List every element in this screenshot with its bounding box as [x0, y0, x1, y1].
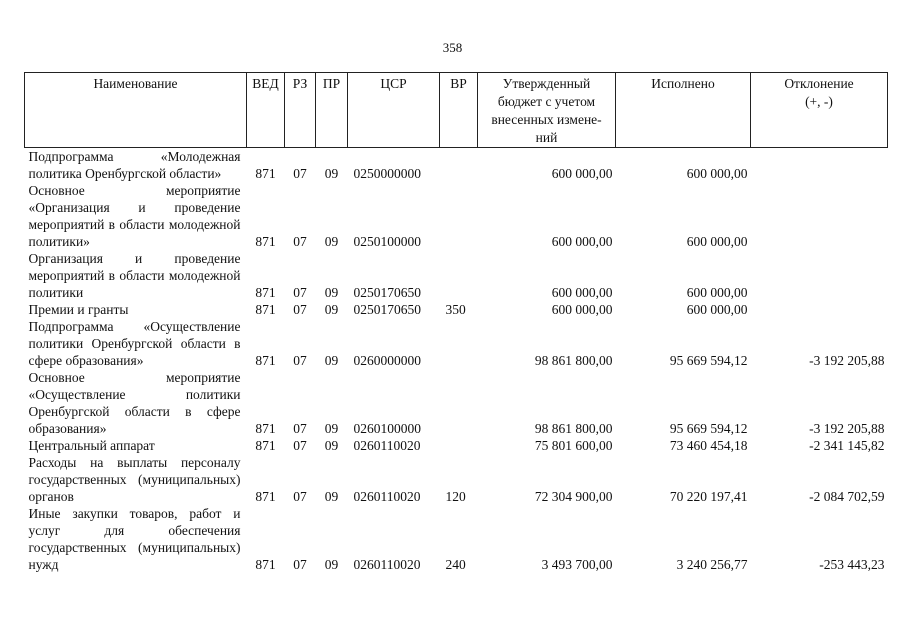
cell-budget: 600 000,00 — [551, 166, 613, 181]
table-row — [25, 318, 888, 369]
cell-csr: 0260000000 — [353, 353, 421, 368]
table-row — [25, 369, 888, 437]
cell-pr: 09 — [324, 438, 339, 453]
header-budget-line-4: ний — [535, 130, 558, 145]
cell-budget: 600 000,00 — [551, 285, 613, 300]
cell-rz: 07 — [293, 166, 307, 181]
header-budget — [478, 73, 616, 148]
header-csr: ЦСР — [348, 73, 440, 148]
cell-name: Организация и проведение мероприятий в области молодежной политики — [28, 251, 241, 300]
cell-deviation — [751, 148, 888, 183]
cell-vr: 240 — [445, 557, 466, 572]
cell-ved: 871 — [255, 353, 276, 368]
cell-executed: 95 669 594,12 — [669, 353, 748, 368]
table-row — [25, 250, 888, 301]
cell-rz: 07 — [293, 489, 307, 504]
header-budget-line-3: внесенных измене- — [491, 112, 602, 127]
cell-pr: 09 — [324, 285, 339, 300]
cell-rz: 07 — [293, 302, 307, 317]
cell-csr: 0250170650 — [353, 302, 421, 317]
table-row — [25, 182, 888, 250]
cell-pr: 09 — [324, 421, 339, 436]
cell-executed: 70 220 197,41 — [669, 489, 748, 504]
cell-ved: 871 — [255, 438, 276, 453]
cell-csr: 0260110020 — [353, 438, 421, 453]
cell-pr: 09 — [324, 489, 339, 504]
cell-ved: 871 — [255, 421, 276, 436]
cell-executed: 73 460 454,18 — [669, 438, 748, 453]
cell-budget: 98 861 800,00 — [534, 421, 613, 436]
table-row — [25, 505, 888, 573]
cell-name: Премии и гранты — [28, 302, 129, 317]
cell-deviation: -253 443,23 — [819, 557, 885, 572]
cell-budget: 75 801 600,00 — [534, 438, 613, 453]
cell-vr — [440, 182, 478, 250]
header-budget-line-2: бюджет с учетом — [497, 94, 596, 109]
header-deviation-line-2: (+, -) — [805, 94, 833, 109]
header-deviation-line-1: Отклонение — [784, 76, 854, 91]
table-row — [25, 301, 888, 318]
page-number: 358 — [442, 40, 463, 55]
cell-vr: 120 — [445, 489, 466, 504]
cell-pr: 09 — [324, 234, 339, 249]
cell-vr — [440, 318, 478, 369]
header-budget-line-1: Утвержденный — [502, 76, 591, 91]
cell-vr — [440, 148, 478, 183]
cell-rz: 07 — [293, 421, 307, 436]
table-row — [25, 454, 888, 505]
cell-deviation: -2 341 145,82 — [809, 438, 885, 453]
cell-rz: 07 — [293, 438, 307, 453]
cell-csr: 0250170650 — [353, 285, 421, 300]
cell-ved: 871 — [255, 557, 276, 572]
header-name: Наименование — [25, 73, 247, 148]
table-row — [25, 148, 888, 183]
table-body — [25, 148, 888, 574]
cell-csr: 0250000000 — [353, 166, 421, 181]
header-ved: ВЕД — [247, 73, 285, 148]
cell-pr: 09 — [324, 557, 339, 572]
cell-rz: 07 — [293, 557, 307, 572]
cell-deviation: -3 192 205,88 — [809, 421, 885, 436]
cell-executed: 600 000,00 — [686, 166, 748, 181]
cell-pr: 09 — [324, 353, 339, 368]
cell-name: Подпрограмма «Молодежная политика Оренбургской области» — [28, 149, 241, 181]
table-row — [25, 437, 888, 454]
cell-name: Иные закупки товаров, работ и услуг для обеспечения государственных (муниципальных) нужд — [28, 506, 241, 572]
cell-rz: 07 — [293, 353, 307, 368]
cell-csr: 0260110020 — [353, 489, 421, 504]
cell-ved: 871 — [255, 285, 276, 300]
header-pr: ПР — [316, 73, 348, 148]
cell-budget: 3 493 700,00 — [541, 557, 613, 572]
cell-executed: 600 000,00 — [686, 285, 748, 300]
cell-deviation: -3 192 205,88 — [809, 353, 885, 368]
cell-name: Основное мероприятие «Организация и проведение мероприятий в области молодежной политики» — [28, 183, 241, 249]
header-executed: Исполнено — [616, 73, 751, 148]
cell-ved: 871 — [255, 166, 276, 181]
cell-ved: 871 — [255, 489, 276, 504]
cell-budget: 600 000,00 — [551, 234, 613, 249]
table-header-row — [25, 73, 888, 148]
cell-ved: 871 — [255, 234, 276, 249]
header-rz: РЗ — [285, 73, 316, 148]
cell-vr — [440, 250, 478, 301]
cell-name: Основное мероприятие «Осуществление политики Оренбургской области в сфере образования» — [28, 370, 241, 436]
cell-pr: 09 — [324, 166, 339, 181]
budget-table — [24, 72, 888, 573]
cell-csr: 0250100000 — [353, 234, 421, 249]
cell-csr: 0260100000 — [353, 421, 421, 436]
cell-rz: 07 — [293, 234, 307, 249]
cell-budget: 98 861 800,00 — [534, 353, 613, 368]
header-vr: ВР — [440, 73, 478, 148]
cell-ved: 871 — [255, 302, 276, 317]
cell-csr: 0260110020 — [353, 557, 421, 572]
cell-vr — [440, 437, 478, 454]
cell-vr — [440, 369, 478, 437]
cell-executed: 600 000,00 — [686, 302, 748, 317]
cell-budget: 72 304 900,00 — [534, 489, 613, 504]
cell-name: Расходы на выплаты персоналу государственных (муниципальных) органов — [28, 455, 241, 504]
cell-name: Центральный аппарат — [28, 438, 155, 453]
cell-deviation — [751, 182, 888, 250]
cell-executed: 600 000,00 — [686, 234, 748, 249]
cell-executed: 95 669 594,12 — [669, 421, 748, 436]
cell-executed: 3 240 256,77 — [676, 557, 748, 572]
header-deviation — [751, 73, 888, 148]
cell-vr: 350 — [445, 302, 466, 317]
cell-pr: 09 — [324, 302, 339, 317]
cell-name: Подпрограмма «Осуществление политики Оренбургской области в сфере образования» — [28, 319, 241, 368]
cell-deviation — [751, 250, 888, 301]
cell-deviation: -2 084 702,59 — [809, 489, 885, 504]
cell-budget: 600 000,00 — [551, 302, 613, 317]
cell-rz: 07 — [293, 285, 307, 300]
cell-deviation — [751, 301, 888, 318]
